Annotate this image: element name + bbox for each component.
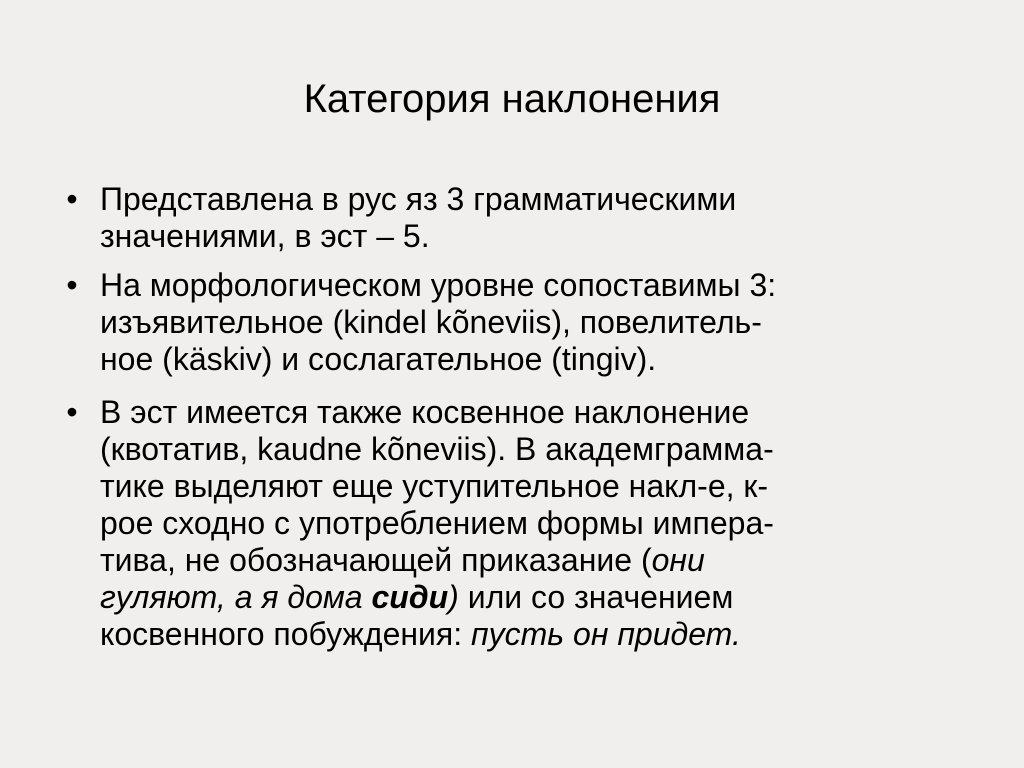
italic-example-text: гуляют, а я дома — [100, 579, 372, 615]
bullet-text-line — [100, 579, 950, 616]
bullet-text-line: значениями, в эст – 5. — [100, 218, 430, 254]
bullet-text-line: ное (käskiv) и сослагательное (tingiv). — [100, 341, 657, 377]
italic-example-text: пусть он придет. — [471, 616, 741, 652]
text-run: тива, не обозначающей приказание ( — [100, 542, 652, 578]
italic-example-text: они — [651, 542, 705, 578]
bullet-item-2 — [66, 267, 950, 378]
bold-italic-example-text: сиди — [371, 579, 449, 615]
bullet-text-line: тике выделяют еще уступительное накл-е, к- — [100, 468, 769, 504]
bullet-text-line: (квотатив, kaudne kõneviis). В академграмма- — [100, 431, 774, 467]
bullet-text-line — [100, 616, 950, 653]
bullet-text-line: На морфологическом уровне сопоставимы 3: — [100, 267, 777, 303]
text-run: или со значением — [458, 579, 734, 615]
bullet-item-3 — [66, 394, 950, 653]
italic-example-text: ) — [448, 579, 459, 615]
bullet-marker: • — [66, 267, 78, 303]
bullet-text-line: Представлена в рус яз 3 грамматическими — [100, 181, 737, 217]
bullet-text-line — [100, 542, 950, 579]
bullet-marker: • — [66, 394, 78, 430]
bullet-text-line: изъявительное (kindel kõneviis), повелитель- — [100, 304, 762, 340]
bullet-text-line: рое сходно с употреблением формы импера- — [100, 505, 774, 541]
slide-title: Категория наклонения — [303, 77, 721, 121]
bullet-item-1 — [66, 181, 950, 255]
bullet-text-line: В эст имеется также косвенное наклонение — [100, 394, 750, 430]
text-run: косвенного побуждения: — [100, 616, 472, 652]
bullet-marker: • — [66, 181, 78, 217]
